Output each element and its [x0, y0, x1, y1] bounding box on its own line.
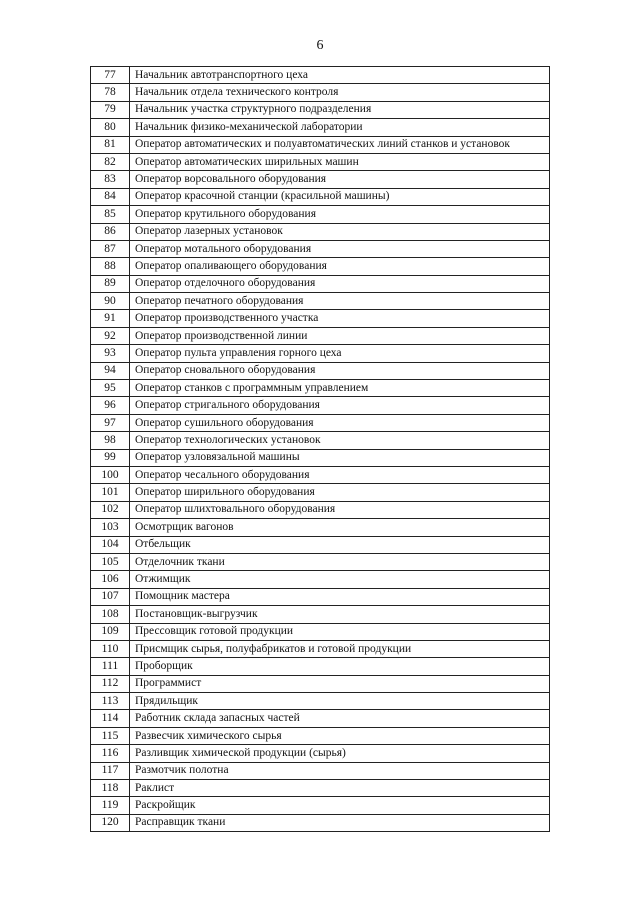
profession-name: Оператор технологических установок — [130, 432, 550, 449]
table-row — [91, 223, 550, 240]
table-row — [91, 501, 550, 518]
row-number: 101 — [91, 484, 130, 501]
table-row — [91, 171, 550, 188]
row-number: 108 — [91, 606, 130, 623]
table-row — [91, 275, 550, 292]
table-row — [91, 484, 550, 501]
row-number: 115 — [91, 727, 130, 744]
profession-name: Оператор автоматических и полуавтоматических линий станков и установок — [130, 136, 550, 153]
profession-name: Постановщик-выгрузчик — [130, 606, 550, 623]
profession-name: Оператор чесального оборудования — [130, 466, 550, 483]
row-number: 93 — [91, 345, 130, 362]
table-row — [91, 623, 550, 640]
profession-name: Оператор красочной станции (красильной машины) — [130, 188, 550, 205]
table-row — [91, 119, 550, 136]
profession-name: Оператор опаливающего оборудования — [130, 258, 550, 275]
row-number: 78 — [91, 84, 130, 101]
table-row — [91, 84, 550, 101]
table-row — [91, 380, 550, 397]
table-row — [91, 432, 550, 449]
table-row — [91, 727, 550, 744]
row-number: 105 — [91, 553, 130, 570]
table-row — [91, 466, 550, 483]
table-row — [91, 675, 550, 692]
row-number: 81 — [91, 136, 130, 153]
profession-name: Работник склада запасных частей — [130, 710, 550, 727]
profession-name: Осмотрщик вагонов — [130, 519, 550, 536]
row-number: 109 — [91, 623, 130, 640]
table-row — [91, 536, 550, 553]
table-row — [91, 293, 550, 310]
table-row — [91, 258, 550, 275]
profession-name: Проборщик — [130, 658, 550, 675]
row-number: 104 — [91, 536, 130, 553]
row-number: 96 — [91, 397, 130, 414]
table-row — [91, 780, 550, 797]
profession-name: Оператор стригального оборудования — [130, 397, 550, 414]
row-number: 82 — [91, 153, 130, 170]
row-number: 110 — [91, 640, 130, 657]
row-number: 117 — [91, 762, 130, 779]
table-row — [91, 553, 550, 570]
profession-name: Оператор сушильного оборудования — [130, 414, 550, 431]
table-row — [91, 206, 550, 223]
row-number: 118 — [91, 780, 130, 797]
profession-name: Помощник мастера — [130, 588, 550, 605]
row-number: 102 — [91, 501, 130, 518]
profession-name: Оператор печатного оборудования — [130, 293, 550, 310]
row-number: 103 — [91, 519, 130, 536]
table-row — [91, 693, 550, 710]
table-row — [91, 362, 550, 379]
table-row — [91, 449, 550, 466]
table-row — [91, 658, 550, 675]
profession-name: Оператор мотального оборудования — [130, 240, 550, 257]
row-number: 119 — [91, 797, 130, 814]
table-row — [91, 136, 550, 153]
table-row — [91, 310, 550, 327]
row-number: 83 — [91, 171, 130, 188]
row-number: 94 — [91, 362, 130, 379]
table-row — [91, 745, 550, 762]
row-number: 89 — [91, 275, 130, 292]
profession-name: Развесчик химического сырья — [130, 727, 550, 744]
row-number: 92 — [91, 327, 130, 344]
table-row — [91, 101, 550, 118]
profession-name: Оператор станков с программным управлением — [130, 380, 550, 397]
row-number: 95 — [91, 380, 130, 397]
row-number: 107 — [91, 588, 130, 605]
row-number: 120 — [91, 814, 130, 831]
table-row — [91, 571, 550, 588]
profession-name: Оператор пульта управления горного цеха — [130, 345, 550, 362]
profession-name: Оператор автоматических ширильных машин — [130, 153, 550, 170]
profession-name: Размотчик полотна — [130, 762, 550, 779]
profession-name: Программист — [130, 675, 550, 692]
profession-name: Оператор ширильного оборудования — [130, 484, 550, 501]
table-row — [91, 519, 550, 536]
page-number: 6 — [316, 38, 324, 53]
table-row — [91, 762, 550, 779]
table-row — [91, 240, 550, 257]
profession-name: Прессовщик готовой продукции — [130, 623, 550, 640]
profession-name: Оператор крутильного оборудования — [130, 206, 550, 223]
profession-name: Оператор отделочного оборудования — [130, 275, 550, 292]
profession-name: Отделочник ткани — [130, 553, 550, 570]
table-row — [91, 606, 550, 623]
row-number: 113 — [91, 693, 130, 710]
row-number: 111 — [91, 658, 130, 675]
table-row — [91, 814, 550, 831]
row-number: 77 — [91, 67, 130, 84]
table-row — [91, 797, 550, 814]
profession-name: Оператор производственной линии — [130, 327, 550, 344]
profession-name: Отжимщик — [130, 571, 550, 588]
profession-name: Начальник физико-механической лаборатории — [130, 119, 550, 136]
row-number: 106 — [91, 571, 130, 588]
row-number: 98 — [91, 432, 130, 449]
profession-name: Отбельщик — [130, 536, 550, 553]
profession-name: Оператор сновального оборудования — [130, 362, 550, 379]
row-number: 88 — [91, 258, 130, 275]
professions-table-body — [91, 67, 550, 832]
row-number: 85 — [91, 206, 130, 223]
profession-name: Оператор ворсовального оборудования — [130, 171, 550, 188]
row-number: 97 — [91, 414, 130, 431]
profession-name: Разливщик химической продукции (сырья) — [130, 745, 550, 762]
table-row — [91, 640, 550, 657]
profession-name: Начальник автотранспортного цеха — [130, 67, 550, 84]
profession-name: Раскройщик — [130, 797, 550, 814]
row-number: 114 — [91, 710, 130, 727]
table-row — [91, 67, 550, 84]
table-row — [91, 153, 550, 170]
profession-name: Оператор узловязальной машины — [130, 449, 550, 466]
table-row — [91, 710, 550, 727]
row-number: 84 — [91, 188, 130, 205]
row-number: 86 — [91, 223, 130, 240]
row-number: 80 — [91, 119, 130, 136]
row-number: 100 — [91, 466, 130, 483]
profession-name: Оператор шлихтовального оборудования — [130, 501, 550, 518]
row-number: 87 — [91, 240, 130, 257]
row-number: 79 — [91, 101, 130, 118]
profession-name: Раклист — [130, 780, 550, 797]
profession-name: Начальник участка структурного подразделения — [130, 101, 550, 118]
profession-name: Прядильщик — [130, 693, 550, 710]
table-row — [91, 414, 550, 431]
professions-table — [90, 66, 550, 832]
profession-name: Оператор лазерных установок — [130, 223, 550, 240]
row-number: 112 — [91, 675, 130, 692]
row-number: 99 — [91, 449, 130, 466]
table-row — [91, 327, 550, 344]
profession-name: Присмщик сырья, полуфабрикатов и готовой продукции — [130, 640, 550, 657]
table-row — [91, 188, 550, 205]
table-row — [91, 345, 550, 362]
table-row — [91, 588, 550, 605]
row-number: 90 — [91, 293, 130, 310]
profession-name: Расправщик ткани — [130, 814, 550, 831]
table-row — [91, 397, 550, 414]
profession-name: Оператор производственного участка — [130, 310, 550, 327]
row-number: 116 — [91, 745, 130, 762]
row-number: 91 — [91, 310, 130, 327]
profession-name: Начальник отдела технического контроля — [130, 84, 550, 101]
